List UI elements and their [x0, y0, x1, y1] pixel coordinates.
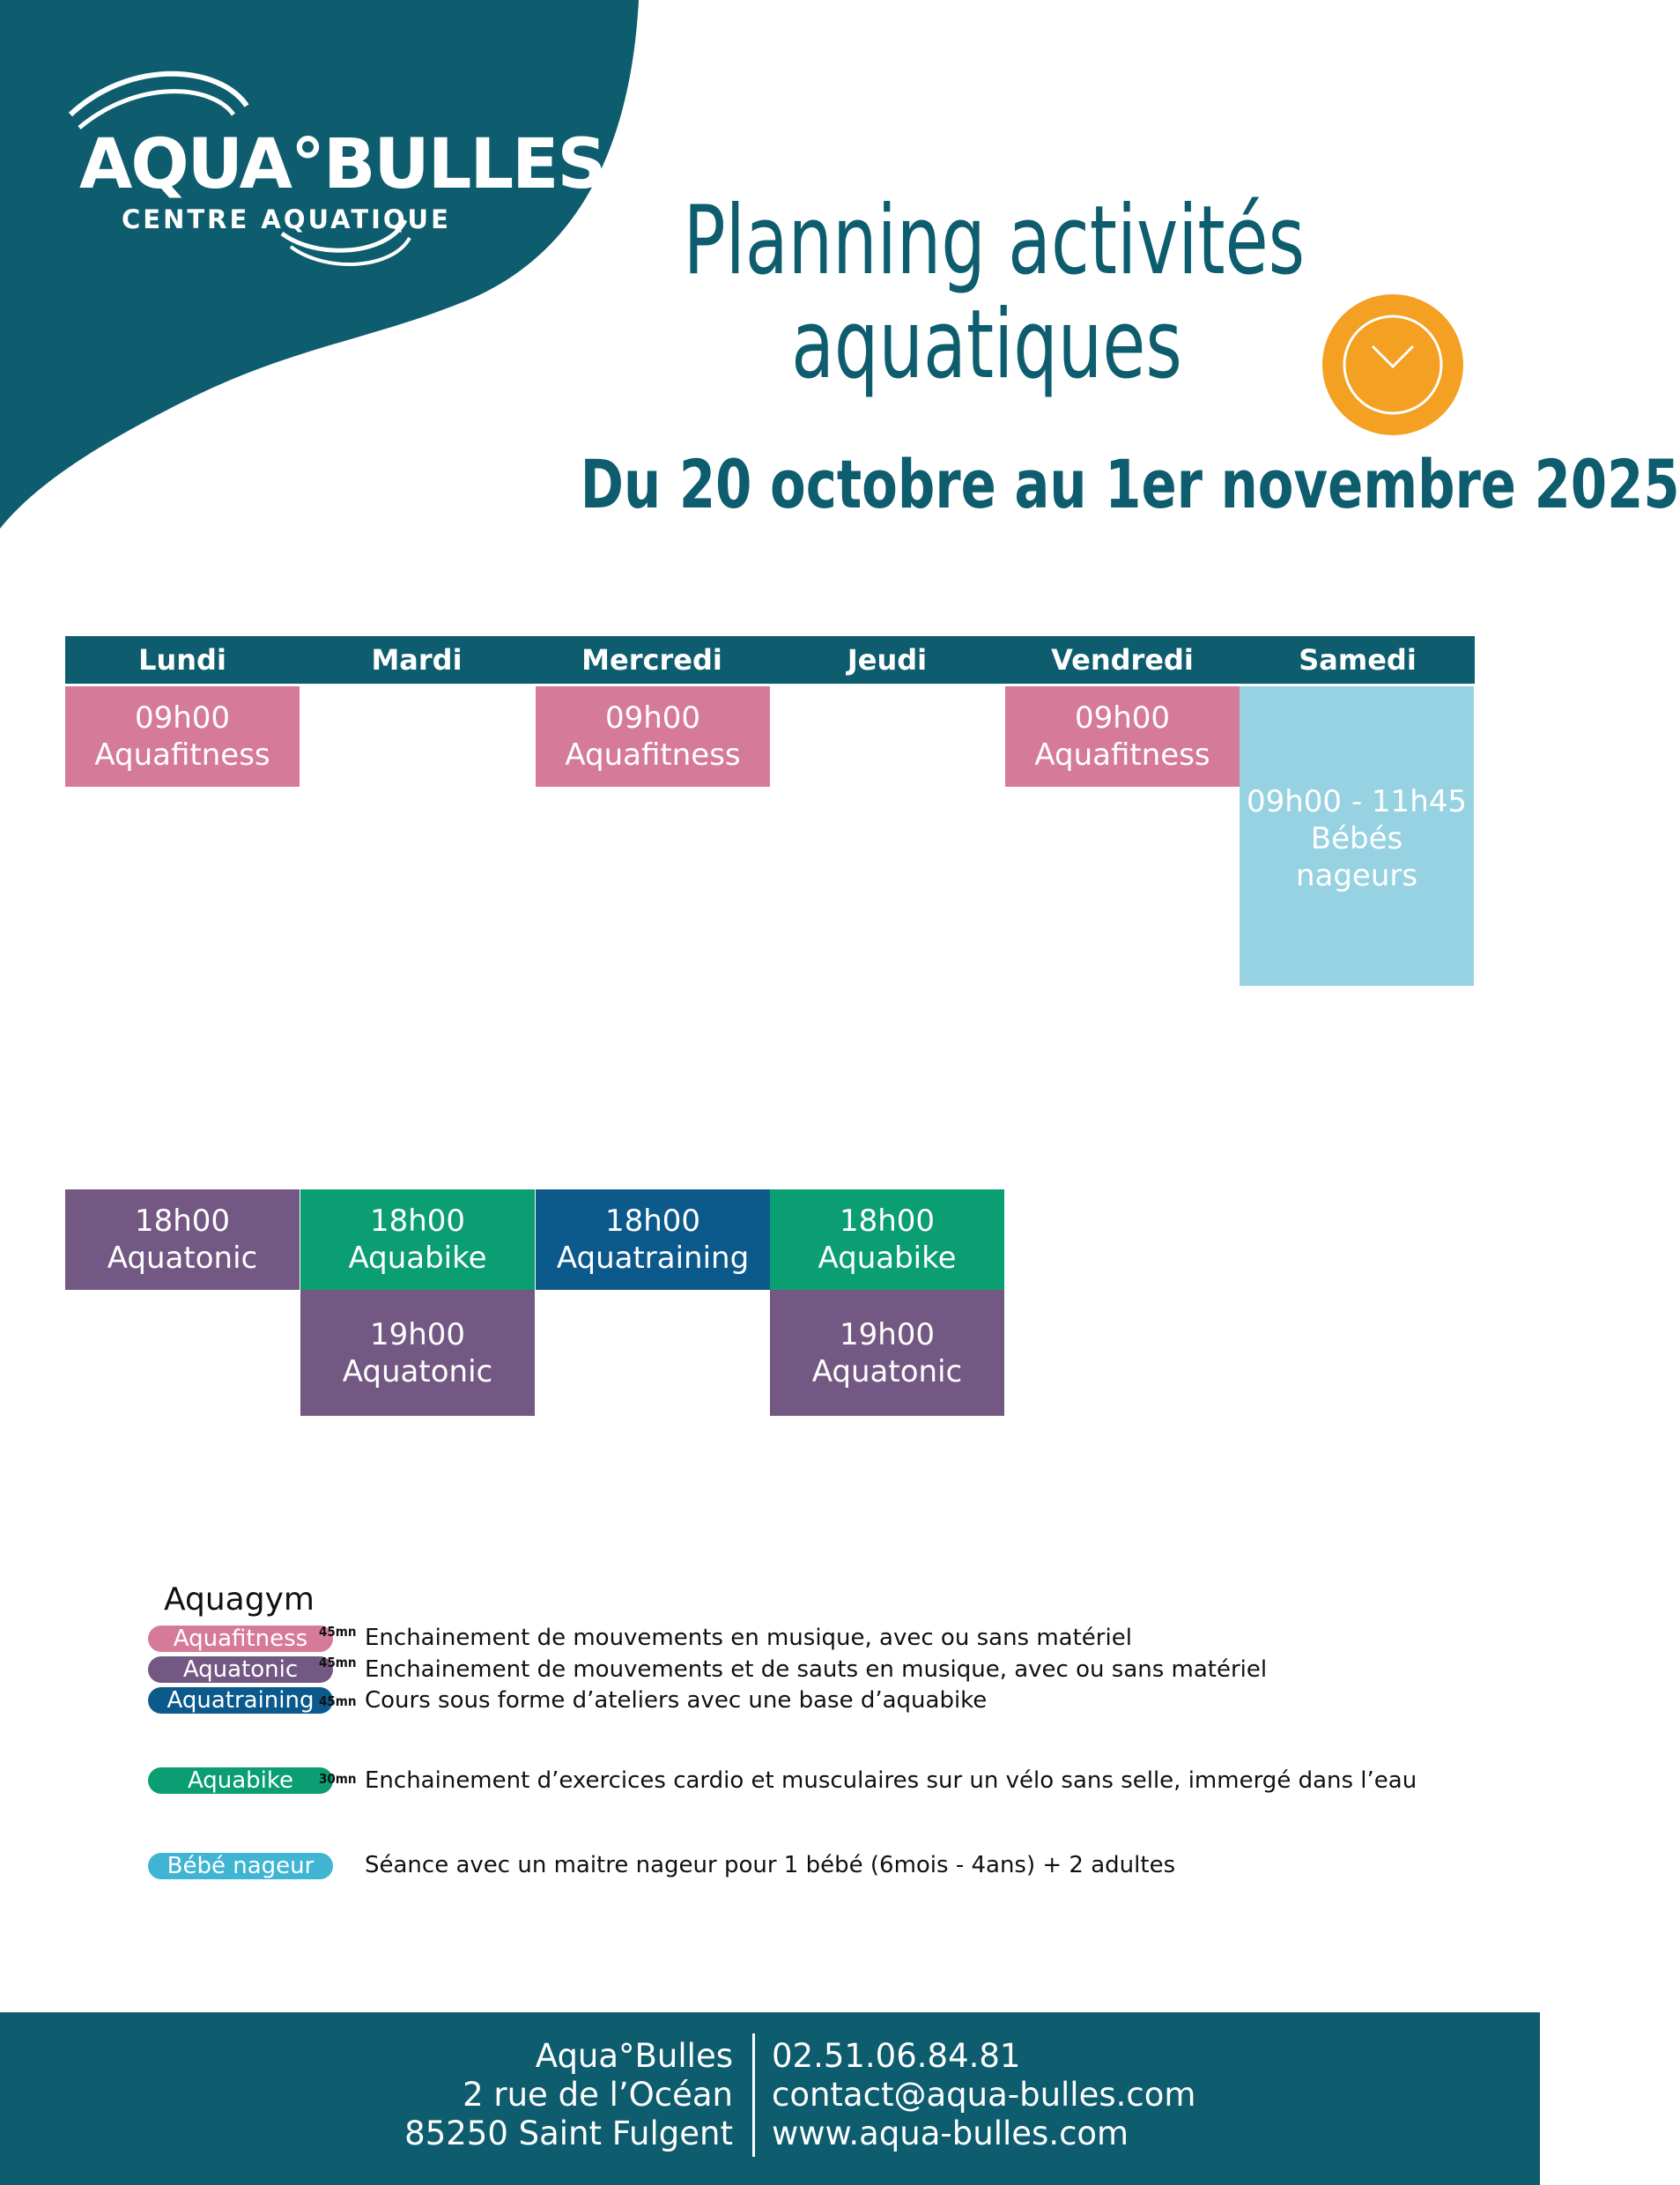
- slot-lundi-evening-1: [65, 1189, 300, 1290]
- logo-tagline: CENTRE AQUATIQUE: [122, 204, 451, 234]
- day-header-mardi: Mardi: [371, 643, 463, 677]
- slot-mardi-evening-1: [300, 1189, 535, 1290]
- slot-time: 18h00: [134, 1204, 231, 1239]
- day-header-mercredi: Mercredi: [581, 643, 722, 677]
- footer-name: Aqua°Bulles: [535, 2037, 733, 2075]
- legend-description: Cours sous forme d’ateliers avec une base d’aquabike: [365, 1687, 988, 1714]
- slot-activity: Aquatraining: [556, 1241, 750, 1276]
- slot-activity: Aquafitness: [94, 737, 270, 773]
- legend-pill-aquatraining: Aquatraining: [148, 1687, 333, 1714]
- legend-duration: 30mn: [319, 1771, 357, 1787]
- legend-pill-aquatonic: Aquatonic: [148, 1656, 333, 1683]
- footer-city: 85250 Saint Fulgent: [404, 2115, 733, 2152]
- footer-street: 2 rue de l’Océan: [463, 2076, 733, 2114]
- slot-jeudi-evening-1: [770, 1189, 1004, 1290]
- legend-description: Enchainement de mouvements et de sauts en musique, avec ou sans matériel: [365, 1656, 1268, 1683]
- slot-jeudi-evening-2: [770, 1290, 1004, 1416]
- day-header-row: [65, 636, 1475, 684]
- footer-address: [404, 2037, 733, 2153]
- slot-activity: Aquatonic: [811, 1353, 963, 1389]
- clock-icon: [1321, 293, 1464, 436]
- logo-wordmark: AQUA°BULLES: [79, 125, 605, 204]
- legend-description: Enchainement de mouvements en musique, avec ou sans matériel: [365, 1625, 1132, 1651]
- slot-time: 09h00 - 11h45: [1246, 784, 1468, 819]
- footer-phone[interactable]: 02.51.06.84.81: [772, 2037, 1021, 2075]
- slot-time: 19h00: [839, 1316, 936, 1352]
- slot-lundi-morning: [65, 686, 300, 787]
- legend-pill-bebe-nageur: Bébé nageur: [148, 1853, 333, 1879]
- legend-description: Enchainement d’exercices cardio et musculaires sur un vélo sans selle, immergé dans l’eau: [365, 1767, 1417, 1794]
- slot-time: 09h00: [604, 700, 701, 736]
- footer: [0, 2012, 1540, 2185]
- day-header-samedi: Samedi: [1299, 643, 1417, 677]
- slot-activity: Bébés: [1310, 821, 1403, 856]
- slot-activity: nageurs: [1295, 858, 1418, 893]
- slot-time: 19h00: [369, 1316, 466, 1352]
- slot-time: 18h00: [604, 1204, 701, 1239]
- day-header-lundi: Lundi: [138, 643, 226, 677]
- legend-pill-aquabike: Aquabike: [148, 1767, 333, 1794]
- legend-group-title: Aquagym: [164, 1581, 315, 1618]
- slot-samedi-morning: [1240, 686, 1474, 986]
- legend-duration: 45mn: [319, 1693, 357, 1709]
- footer-website[interactable]: www.aqua-bulles.com: [772, 2115, 1129, 2152]
- footer-contact: [772, 2037, 1195, 2153]
- title-line-2: aquatiques: [791, 290, 1182, 400]
- slot-time: 18h00: [839, 1204, 936, 1239]
- day-header-jeudi: Jeudi: [847, 643, 928, 677]
- footer-divider: [752, 2033, 755, 2157]
- slot-mercredi-morning: [536, 686, 770, 787]
- slot-time: 18h00: [369, 1204, 466, 1239]
- slot-vendredi-morning: [1005, 686, 1240, 787]
- slot-activity: Aquatonic: [107, 1241, 258, 1276]
- period-subtitle: Du 20 octobre au 1er novembre 2025: [580, 445, 1680, 523]
- slot-activity: Aquabike: [348, 1241, 487, 1276]
- slot-activity: Aquafitness: [565, 737, 741, 773]
- legend-duration: 45mn: [319, 1655, 357, 1670]
- slot-mardi-evening-2: [300, 1290, 535, 1416]
- page-title: [683, 186, 1306, 400]
- aquabulles-logo: [53, 62, 605, 291]
- legend-pill-aquafitness: Aquafitness: [148, 1626, 333, 1652]
- day-header-vendredi: Vendredi: [1051, 643, 1194, 677]
- slot-activity: Aquatonic: [342, 1353, 493, 1389]
- title-line-1: Planning activités: [683, 186, 1306, 296]
- slot-activity: Aquabike: [818, 1241, 957, 1276]
- legend-duration: 45mn: [319, 1624, 357, 1640]
- footer-email[interactable]: contact@aqua-bulles.com: [772, 2076, 1196, 2114]
- slot-time: 09h00: [134, 700, 231, 736]
- slot-mercredi-evening-1: [536, 1189, 770, 1290]
- legend-description: Séance avec un maitre nageur pour 1 bébé (6mois - 4ans) + 2 adultes: [365, 1852, 1176, 1878]
- slot-activity: Aquafitness: [1034, 737, 1210, 773]
- slot-time: 09h00: [1074, 700, 1171, 736]
